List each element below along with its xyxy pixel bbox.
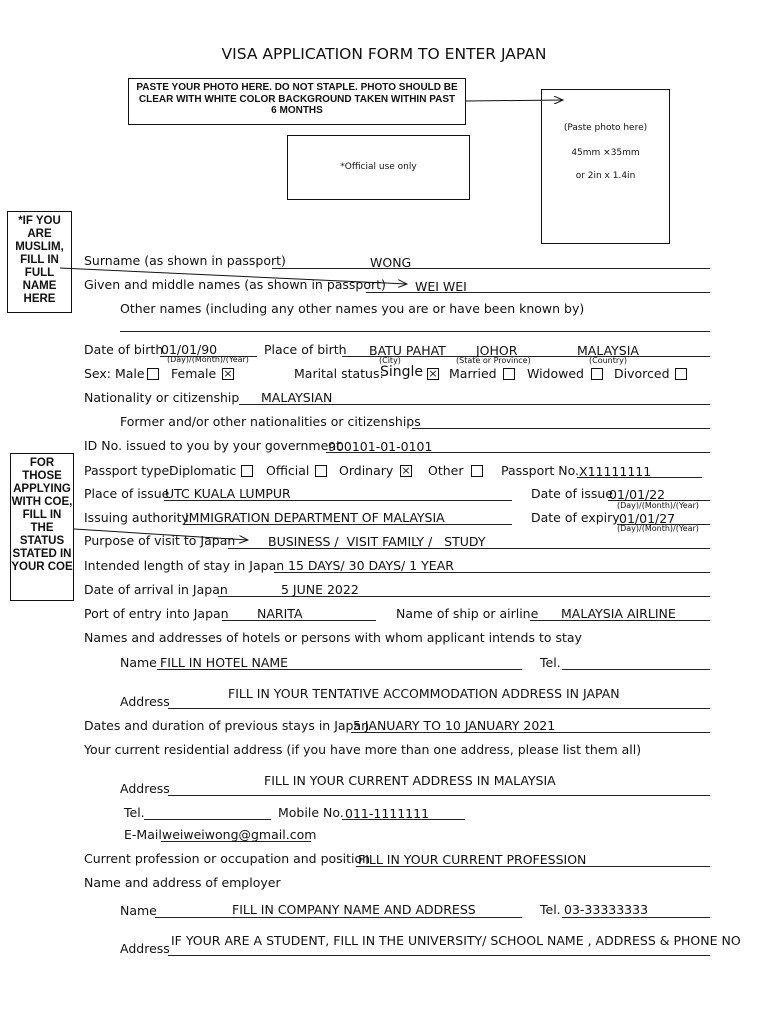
length-value: 15 DAYS/ 30 DAYS/ 1 YEAR xyxy=(288,558,454,573)
employer-name-label: Name xyxy=(120,903,157,918)
date-expiry-label: Date of expiry xyxy=(531,510,620,525)
other-names-line[interactable] xyxy=(120,331,710,332)
official-label: Official xyxy=(266,463,310,478)
married-checkbox[interactable] xyxy=(503,368,515,380)
diplomatic-label: Diplomatic xyxy=(169,463,237,478)
photo-box-line1: (Paste photo here) xyxy=(563,123,648,133)
official-checkbox[interactable] xyxy=(315,465,327,477)
given-names-value: WEI WEI xyxy=(415,279,467,294)
official-use-box: *Official use only xyxy=(287,135,470,200)
issuing-authority-label: Issuing authority xyxy=(84,510,189,525)
arrival-value: 5 JUNE 2022 xyxy=(281,582,359,597)
note-muslim: *IF YOU ARE MUSLIM, FILL IN FULL NAME HERE xyxy=(7,211,72,313)
pob-country-value: MALAYSIA xyxy=(577,343,639,358)
employer-tel-value: 03-33333333 xyxy=(564,902,649,917)
mobile-value: 011-1111111 xyxy=(345,806,430,821)
passport-type-label: Passport type: xyxy=(84,463,174,478)
ship-label: Name of ship or airline xyxy=(396,606,539,621)
dob-value: 01/01/90 xyxy=(161,342,218,357)
employer-address-value: IF YOUR ARE A STUDENT, FILL IN THE UNIVERSITY/ SCHOOL NAME , ADDRESS & PHONE NO xyxy=(171,933,741,948)
prev-stays-value: 5 JANUARY TO 10 JANUARY 2021 xyxy=(353,718,556,733)
diplomatic-checkbox[interactable] xyxy=(241,465,253,477)
port-label: Port of entry into Japan xyxy=(84,606,229,621)
current-address-value: FILL IN YOUR CURRENT ADDRESS IN MALAYSIA xyxy=(264,773,556,788)
date-issue-value: 01/01/22 xyxy=(609,487,666,502)
ship-value: MALAYSIA AIRLINE xyxy=(561,606,676,621)
other-checkbox[interactable] xyxy=(471,465,483,477)
employer-address-label: Address xyxy=(120,941,170,956)
arrival-label: Date of arrival in Japan xyxy=(84,582,228,597)
photo-box-line2: 45mm ×35mm xyxy=(571,148,640,158)
tel-line[interactable] xyxy=(144,819,271,820)
sex-label: Sex: Male xyxy=(84,366,145,381)
current-address-line[interactable] xyxy=(168,795,710,796)
surname-value: WONG xyxy=(370,255,412,270)
prev-stays-label: Dates and duration of previous stays in Japan xyxy=(84,718,370,733)
id-no-value: 900101-01-0101 xyxy=(328,439,433,454)
issuing-authority-value: IMMIGRATION DEPARTMENT OF MALAYSIA xyxy=(185,510,445,525)
purpose-label: Purpose of visit to Japan xyxy=(84,533,236,548)
photo-box-line3: or 2in x 1.4in xyxy=(575,171,636,181)
dob-label: Date of birth xyxy=(84,342,164,357)
ordinary-checkbox[interactable]: × xyxy=(401,464,411,477)
other-names-label: Other names (including any other names you are or have been known by) xyxy=(120,301,585,316)
ordinary-label: Ordinary xyxy=(339,463,394,478)
pob-label: Place of birth xyxy=(264,342,347,357)
widowed-label: Widowed xyxy=(527,366,584,381)
pob-state-value: JOHOR xyxy=(476,343,518,358)
employer-label: Name and address of employer xyxy=(84,875,281,890)
note-coe: FOR THOSE APPLYING WITH COE, FILL IN THE STATUS STATED IN YOUR COE xyxy=(10,453,74,601)
female-label: Female xyxy=(171,366,217,381)
port-value: NARITA xyxy=(257,606,303,621)
widowed-checkbox[interactable] xyxy=(591,368,603,380)
nationality-value: MALAYSIAN xyxy=(261,390,333,405)
passport-no-value: X11111111 xyxy=(579,464,652,479)
country-sub: (Country) xyxy=(589,356,628,365)
date-issue-sub: (Day)/(Month)/(Year) xyxy=(617,501,699,510)
city-sub: (City) xyxy=(379,356,401,365)
state-sub: (State or Province) xyxy=(456,356,531,365)
former-nationality-label: Former and/or other nationalities or citizenships xyxy=(120,414,421,429)
surname-label: Surname (as shown in passport) xyxy=(84,253,286,268)
profession-label: Current profession or occupation and position xyxy=(84,851,371,866)
date-expiry-sub: (Day)/(Month)/(Year) xyxy=(617,524,699,533)
single-label: Single xyxy=(380,364,424,380)
single-checkbox[interactable]: × xyxy=(428,367,438,380)
pob-city-value: BATU PAHAT xyxy=(369,343,446,358)
male-checkbox[interactable] xyxy=(147,368,159,380)
employer-name-line[interactable] xyxy=(155,917,522,918)
purpose-value: BUSINESS / VISIT FAMILY / STUDY xyxy=(268,534,486,549)
place-issue-label: Place of issue xyxy=(84,486,170,501)
female-checkbox[interactable]: × xyxy=(223,367,233,380)
profession-value: FILL IN YOUR CURRENT PROFESSION xyxy=(358,852,587,867)
employer-address-line[interactable] xyxy=(168,955,710,956)
nationality-label: Nationality or citizenship xyxy=(84,390,240,405)
form-title: VISA APPLICATION FORM TO ENTER JAPAN xyxy=(221,45,547,63)
hotel-address-value: FILL IN YOUR TENTATIVE ACCOMMODATION ADDRESS IN JAPAN xyxy=(228,686,620,701)
divorced-checkbox[interactable] xyxy=(675,368,687,380)
photo-instruction: PASTE YOUR PHOTO HERE. DO NOT STAPLE. PHOTO SHOULD BE CLEAR WITH WHITE COLOR BACKGROUND TAKEN WITHIN PAST 6 MONTHS xyxy=(128,78,466,125)
hotel-tel-label: Tel. xyxy=(540,655,561,670)
employer-name-value: FILL IN COMPANY NAME AND ADDRESS xyxy=(232,902,476,917)
hotel-tel-line[interactable] xyxy=(562,669,710,670)
former-nationality-line[interactable] xyxy=(412,428,710,429)
length-label: Intended length of stay in Japan xyxy=(84,558,285,573)
married-label: Married xyxy=(449,366,497,381)
other-label: Other xyxy=(428,463,464,478)
email-label: E-Mail xyxy=(124,827,162,842)
hotel-name-value: FILL IN HOTEL NAME xyxy=(160,655,289,670)
current-address-label: Your current residential address (if you have more than one address, please list them all) xyxy=(84,742,642,757)
place-issue-value: UTC KUALA LUMPUR xyxy=(165,486,291,501)
hotel-address-label: Address xyxy=(120,694,170,709)
hotel-name-label: Name xyxy=(120,655,157,670)
mobile-label: Mobile No. xyxy=(278,805,344,820)
marital-label: Marital status: xyxy=(294,366,384,381)
employer-tel-label: Tel. xyxy=(540,902,561,917)
date-expiry-value: 01/01/27 xyxy=(619,511,676,526)
divorced-label: Divorced xyxy=(614,366,670,381)
hotel-address-line[interactable] xyxy=(168,708,710,709)
email-value: weiweiwong@gmail.com xyxy=(162,827,317,842)
surname-line[interactable] xyxy=(272,268,710,269)
given-names-label: Given and middle names (as shown in passport) xyxy=(84,277,386,292)
current-address-field-label: Address xyxy=(120,781,170,796)
id-no-label: ID No. issued to you by your government xyxy=(84,438,342,453)
dob-sub: (Day)/(Month)/(Year) xyxy=(167,355,249,364)
hotels-label: Names and addresses of hotels or persons with whom applicant intends to stay xyxy=(84,630,582,645)
tel-label: Tel. xyxy=(124,805,145,820)
employer-tel-line[interactable] xyxy=(562,917,710,918)
passport-no-label: Passport No. xyxy=(501,463,580,478)
date-issue-label: Date of issue xyxy=(531,486,613,501)
